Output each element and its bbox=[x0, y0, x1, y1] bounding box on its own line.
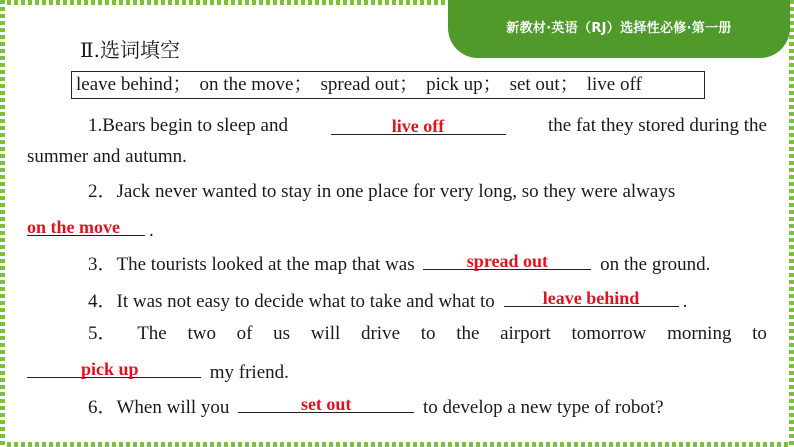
question-5-line-1 bbox=[88, 322, 767, 346]
question-1-line-2: summer and autumn. bbox=[27, 146, 187, 167]
question-6-line bbox=[88, 392, 794, 420]
question-5-word: 5． bbox=[88, 323, 117, 344]
question-4-text-after: . bbox=[682, 291, 688, 312]
question-2-text-after: . bbox=[149, 220, 154, 241]
header-tab bbox=[448, 0, 790, 58]
answer-6: set out bbox=[300, 394, 352, 414]
question-5-word: us bbox=[273, 323, 291, 344]
answer-blank-5 bbox=[27, 357, 201, 378]
question-5-word: drive bbox=[360, 323, 401, 344]
question-6-text-after: to develop a new type of robot? bbox=[422, 397, 664, 418]
question-3-text-after: on the ground. bbox=[600, 254, 711, 275]
question-3-text-before: 3．The tourists looked at the map that was bbox=[88, 254, 415, 275]
frame-right-border bbox=[789, 0, 794, 447]
word-bank-item: pick up； bbox=[426, 74, 502, 95]
section-title: Ⅱ.选词填空 bbox=[80, 38, 180, 62]
question-5-text-after: my friend. bbox=[209, 362, 289, 383]
word-bank-item: spread out； bbox=[320, 74, 419, 95]
question-5-line-2 bbox=[27, 357, 767, 385]
question-4-line bbox=[88, 286, 794, 314]
answer-blank-4 bbox=[504, 286, 679, 307]
question-1-text-after: the fat they stored during the bbox=[548, 115, 767, 136]
question-2-line-2 bbox=[27, 215, 767, 243]
question-2-line-1: 2．Jack never wanted to stay in one place for very long, so they were always bbox=[88, 181, 676, 202]
word-bank-item: on the move； bbox=[199, 74, 313, 95]
question-5-word: tomorrow bbox=[571, 323, 647, 344]
question-5-word: The bbox=[137, 323, 167, 344]
frame-left-border bbox=[0, 0, 5, 447]
question-5-word: to bbox=[420, 323, 436, 344]
question-5-word: morning bbox=[667, 323, 732, 344]
question-5-word: to bbox=[752, 323, 767, 344]
frame-bottom-border bbox=[0, 442, 794, 447]
question-4-text-before: 4．It was not easy to decide what to take and what to bbox=[88, 291, 495, 312]
answer-blank-1 bbox=[331, 114, 506, 135]
answer-5: pick up bbox=[81, 359, 139, 379]
question-5-word: of bbox=[236, 323, 253, 344]
question-1-text-before: 1.Bears begin to sleep and bbox=[88, 115, 288, 136]
answer-blank-3 bbox=[423, 249, 591, 270]
word-bank-item: leave behind； bbox=[76, 74, 192, 95]
answer-blank-2 bbox=[27, 215, 145, 236]
question-5-word: the bbox=[456, 323, 480, 344]
word-bank-box bbox=[71, 71, 705, 99]
answer-2: on the move bbox=[27, 217, 120, 237]
question-5-word: two bbox=[187, 323, 216, 344]
answer-4: leave behind bbox=[542, 288, 640, 308]
word-bank-item: set out； bbox=[509, 74, 579, 95]
question-5-word: airport bbox=[500, 323, 551, 344]
question-3-line bbox=[88, 249, 794, 277]
answer-3: spread out bbox=[466, 251, 548, 271]
header-title: 新教材·英语（RJ）选择性必修·第一册 bbox=[506, 21, 732, 36]
answer-blank-6 bbox=[238, 392, 414, 413]
question-5-word: will bbox=[310, 323, 341, 344]
question-1-line-1 bbox=[88, 114, 767, 138]
word-bank-item: live off bbox=[586, 74, 642, 95]
answer-1: live off bbox=[391, 116, 445, 136]
question-6-text-before: 6．When will you bbox=[88, 397, 230, 418]
